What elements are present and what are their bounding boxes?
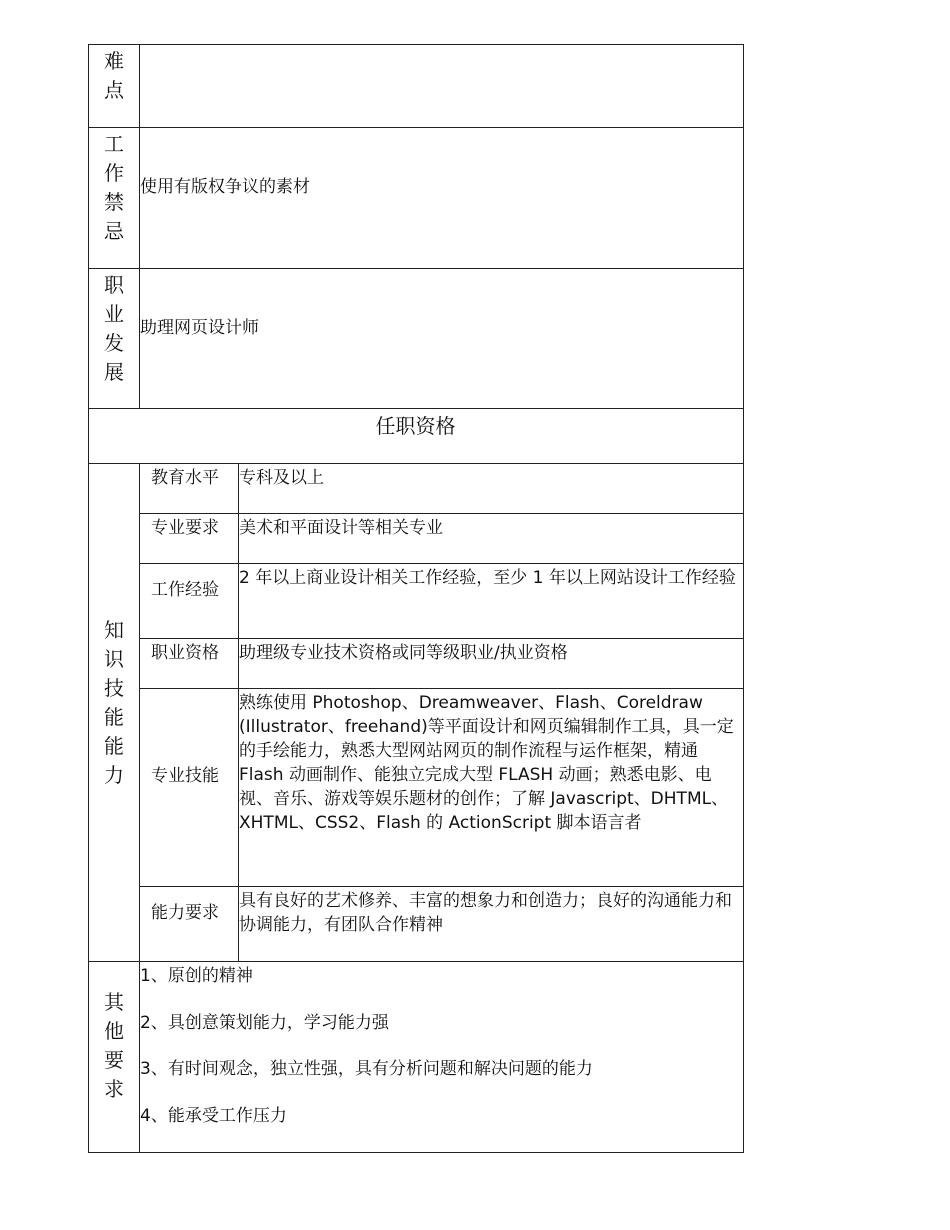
skills-value: 熟练使用 Photoshop、Dreamweaver、Flash、Coreldraw (Illustrator、freehand)等平面设计和网页编辑制作工具，具一定的手绘能力，熟悉大型网站网页的制作流程与运作框架，精通 Flash 动画制作、能独立完成大型 FLASH 动画；熟悉电影、电视、音乐、游戏等娱乐题材的创作；了解 Javascript、DHTML、XHTML、CSS2、Flash 的 ActionScript 脚本语言者 (239, 693, 734, 833)
other-requirement-item: 2、具创意策划能力，学习能力强 (140, 1013, 389, 1033)
row-divider (139, 886, 743, 887)
column-divider (139, 463, 140, 1152)
row-divider (139, 688, 743, 689)
other-requirements-label: 其 他 要 求 (104, 990, 124, 1101)
ability-value: 具有良好的艺术修养、丰富的想象力和创造力；良好的沟通能力和协调能力，有团队合作精神 (239, 891, 732, 935)
row-divider (139, 513, 743, 514)
taboo-content: 使用有版权争议的素材 (140, 177, 310, 197)
qualifications-group-label: 知 识 技 能 能 力 (104, 618, 124, 787)
row-divider (88, 127, 743, 128)
row-divider (139, 563, 743, 564)
experience-label: 工作经验 (151, 580, 219, 600)
skills-label: 专业技能 (151, 766, 219, 786)
qualifications-title: 任职资格 (375, 414, 456, 438)
row-divider (88, 408, 743, 409)
row-divider (88, 463, 743, 464)
other-requirement-item: 1、原创的精神 (140, 966, 253, 986)
row-divider (88, 961, 743, 962)
experience-value: 2 年以上商业设计相关工作经验，至少 1 年以上网站设计工作经验 (239, 568, 736, 588)
other-requirement-item: 4、能承受工作压力 (140, 1106, 287, 1126)
certification-value: 助理级专业技术资格或同等级职业/执业资格 (239, 643, 568, 663)
career-label: 职 业 发 展 (104, 273, 124, 384)
taboo-label: 工 作 禁 忌 (104, 132, 124, 243)
career-content: 助理网页设计师 (140, 318, 259, 338)
certification-label: 职业资格 (151, 643, 219, 663)
major-label: 专业要求 (151, 518, 219, 538)
row-divider (88, 268, 743, 269)
major-value: 美术和平面设计等相关专业 (239, 518, 443, 538)
ability-label: 能力要求 (151, 903, 219, 923)
other-requirement-item: 3、有时间观念，独立性强，具有分析问题和解决问题的能力 (140, 1059, 593, 1079)
difficulty-label: 难 点 (104, 49, 124, 102)
row-divider (139, 638, 743, 639)
education-label: 教育水平 (151, 468, 219, 488)
education-value: 专科及以上 (239, 468, 324, 488)
column-divider (139, 44, 140, 408)
